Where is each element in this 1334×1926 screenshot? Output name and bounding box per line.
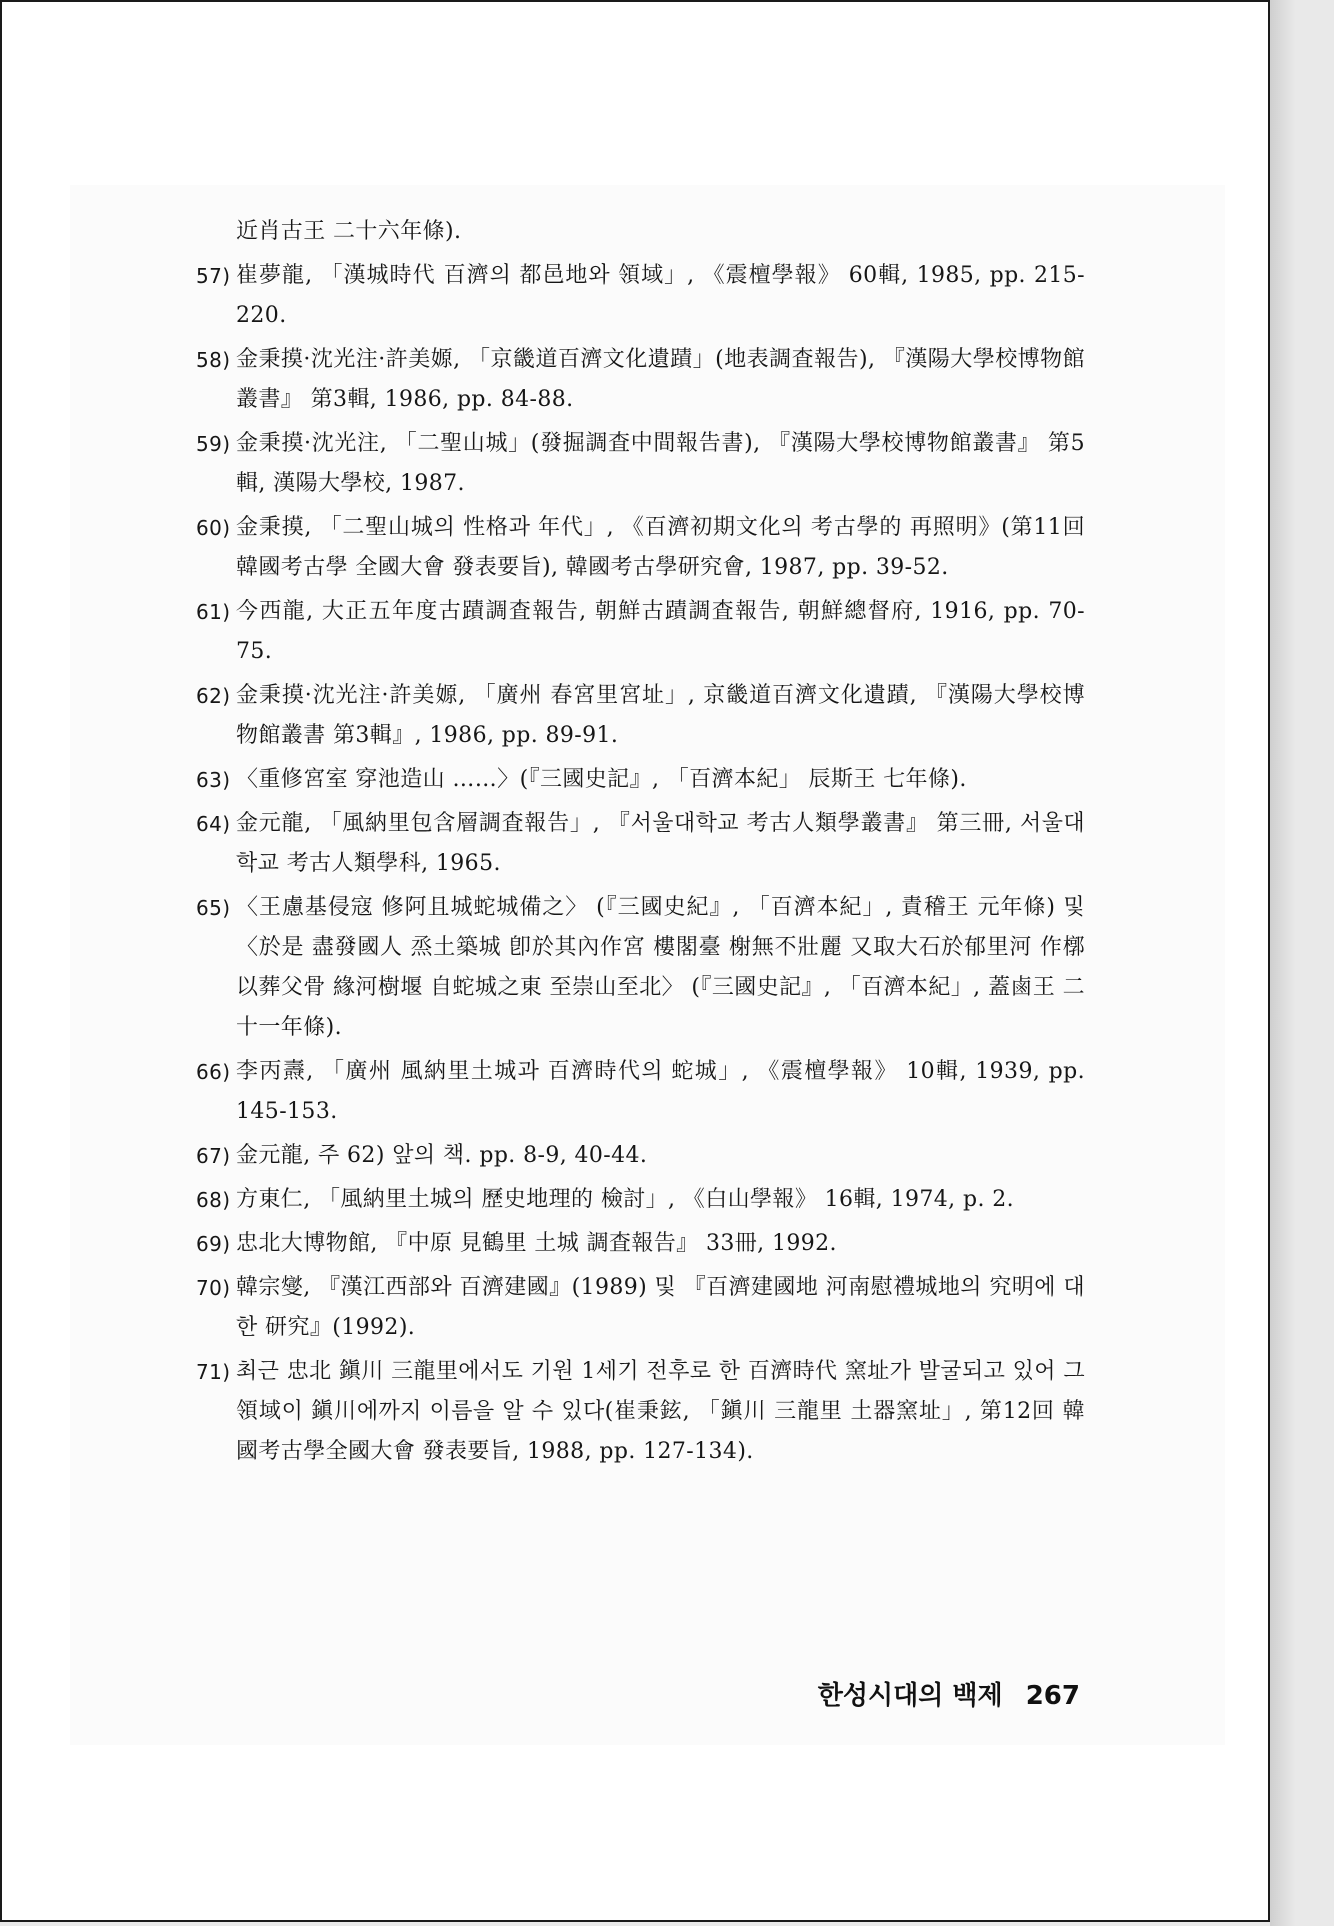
- page-footer: [780, 1675, 1080, 1712]
- footnote-list: [196, 212, 1086, 1476]
- footnote-text: 金元龍, 「風納里包含層調査報告」, 『서울대학교 考古人類學叢書』 第三冊, 서울대학교 考古人類學科, 1965.: [236, 811, 1085, 876]
- footnote-number: 71): [196, 1360, 231, 1384]
- footnote-number: 68): [196, 1188, 231, 1212]
- footnote-text: 李丙燾, 「廣州 風納里土城과 百濟時代의 蛇城」, 《震檀學報》 10輯, 1939, pp. 145-153.: [236, 1059, 1085, 1124]
- page-edge-shadow: [1270, 0, 1334, 1926]
- footnote-text: 최근 忠北 鎭川 三龍里에서도 기원 1세기 전후로 한 百濟時代 窯址가 발굴되고 있어 그 領域이 鎭川에까지 이름을 알 수 있다(崔秉鉉, 「鎭川 三龍里 土器窯址」, 第12回 韓國考古學全國大會 發表要旨, 1988, pp. 127-134).: [236, 1359, 1086, 1464]
- running-title: 한성시대의 백제: [817, 1681, 1003, 1711]
- footnote-text: 〈王慮基侵寇 修阿且城蛇城備之〉 (『三國史紀』, 「百濟本紀」, 責稽王 元年條) 및 〈於是 盡發國人 烝土築城 卽於其內作宮 樓閣臺 榭無不壯麗 又取大石於郁里河 作槨以葬父骨 緣河樹堰 自蛇城之東 至崇山至北〉 (『三國史記』, 「百濟本紀」, 蓋鹵王 二十一年條).: [236, 895, 1085, 1040]
- footnote-text: 方東仁, 「風納里土城의 歷史地理的 檢討」, 《白山學報》 16輯, 1974, p. 2.: [236, 1187, 1015, 1212]
- footnote-number: 60): [196, 516, 231, 540]
- footnote-text: 金秉摸·沈光注·許美嫄, 「京畿道百濟文化遺蹟」(地表調査報告), 『漢陽大學校博物館叢書』 第3輯, 1986, pp. 84-88.: [236, 347, 1085, 412]
- footnote-item: [196, 508, 1085, 588]
- footnote-number: 61): [196, 600, 231, 624]
- footnote-number: 67): [196, 1144, 231, 1168]
- footnote-item: [196, 1268, 1085, 1348]
- footnote-number: 64): [196, 812, 231, 836]
- footnote-number: 59): [196, 432, 231, 456]
- footnote-item: [196, 340, 1085, 420]
- footnote-item: [196, 804, 1085, 884]
- footnote-item: [196, 676, 1085, 756]
- footnote-text: 今西龍, 大正五年度古蹟調査報告, 朝鮮古蹟調査報告, 朝鮮總督府, 1916, pp. 70-75.: [236, 599, 1085, 664]
- footnote-number: 70): [196, 1276, 231, 1300]
- footnote-item: [196, 1136, 1085, 1176]
- footnote-number: 69): [196, 1232, 231, 1256]
- footnote-number: 57): [196, 264, 231, 288]
- footnote-text: 金秉摸·沈光注·許美嫄, 「廣州 春宮里宮址」, 京畿道百濟文化遺蹟, 『漢陽大學校博物館叢書 第3輯』, 1986, pp. 89-91.: [236, 683, 1085, 748]
- footnote-item: [196, 1052, 1085, 1132]
- footnote-number: 58): [196, 348, 231, 372]
- footnote-continuation: [200, 212, 1085, 252]
- footnote-text: 金元龍, 주 62) 앞의 책. pp. 8-9, 40-44.: [236, 1143, 648, 1168]
- footnote-text: 金秉摸, 「二聖山城의 性格과 年代」, 《百濟初期文化의 考古學的 再照明》(第11回 韓國考古學 全國大會 發表要旨), 韓國考古學研究會, 1987, pp. 39-52.: [236, 515, 1085, 580]
- footnote-number: 63): [196, 768, 231, 792]
- footnote-number: 62): [196, 684, 231, 708]
- footnote-item: [196, 592, 1085, 672]
- page-number: 267: [1025, 1681, 1080, 1711]
- footnote-item: [196, 1180, 1085, 1220]
- footnote-text: 金秉摸·沈光注, 「二聖山城」(發掘調査中間報告書), 『漢陽大學校博物館叢書』 第5輯, 漢陽大學校, 1987.: [236, 431, 1085, 496]
- footnote-number: 65): [196, 896, 231, 920]
- footnote-item: [196, 760, 1085, 800]
- footnote-item: [196, 1352, 1086, 1472]
- footnote-text: 忠北大博物館, 『中原 見鶴里 土城 調査報告』 33冊, 1992.: [236, 1231, 837, 1256]
- footnote-item: [196, 424, 1085, 504]
- footnote-text: 近肖古王 二十六年條).: [236, 219, 462, 244]
- footnote-number: 66): [196, 1060, 231, 1084]
- footnote-text: 韓宗燮, 『漢江西部와 百濟建國』(1989) 및 『百濟建國地 河南慰禮城地의 究明에 대한 研究』(1992).: [236, 1275, 1085, 1340]
- footnote-text: 〈重修宮室 穿池造山 ……〉(『三國史記』, 「百濟本紀」 辰斯王 七年條).: [236, 767, 967, 792]
- footnote-item: [196, 256, 1085, 336]
- footnote-item: [196, 888, 1085, 1048]
- footnote-item: [196, 1224, 1085, 1264]
- footnote-text: 崔夢龍, 「漢城時代 百濟의 都邑地와 領域」, 《震檀學報》 60輯, 1985, pp. 215-220.: [236, 263, 1085, 328]
